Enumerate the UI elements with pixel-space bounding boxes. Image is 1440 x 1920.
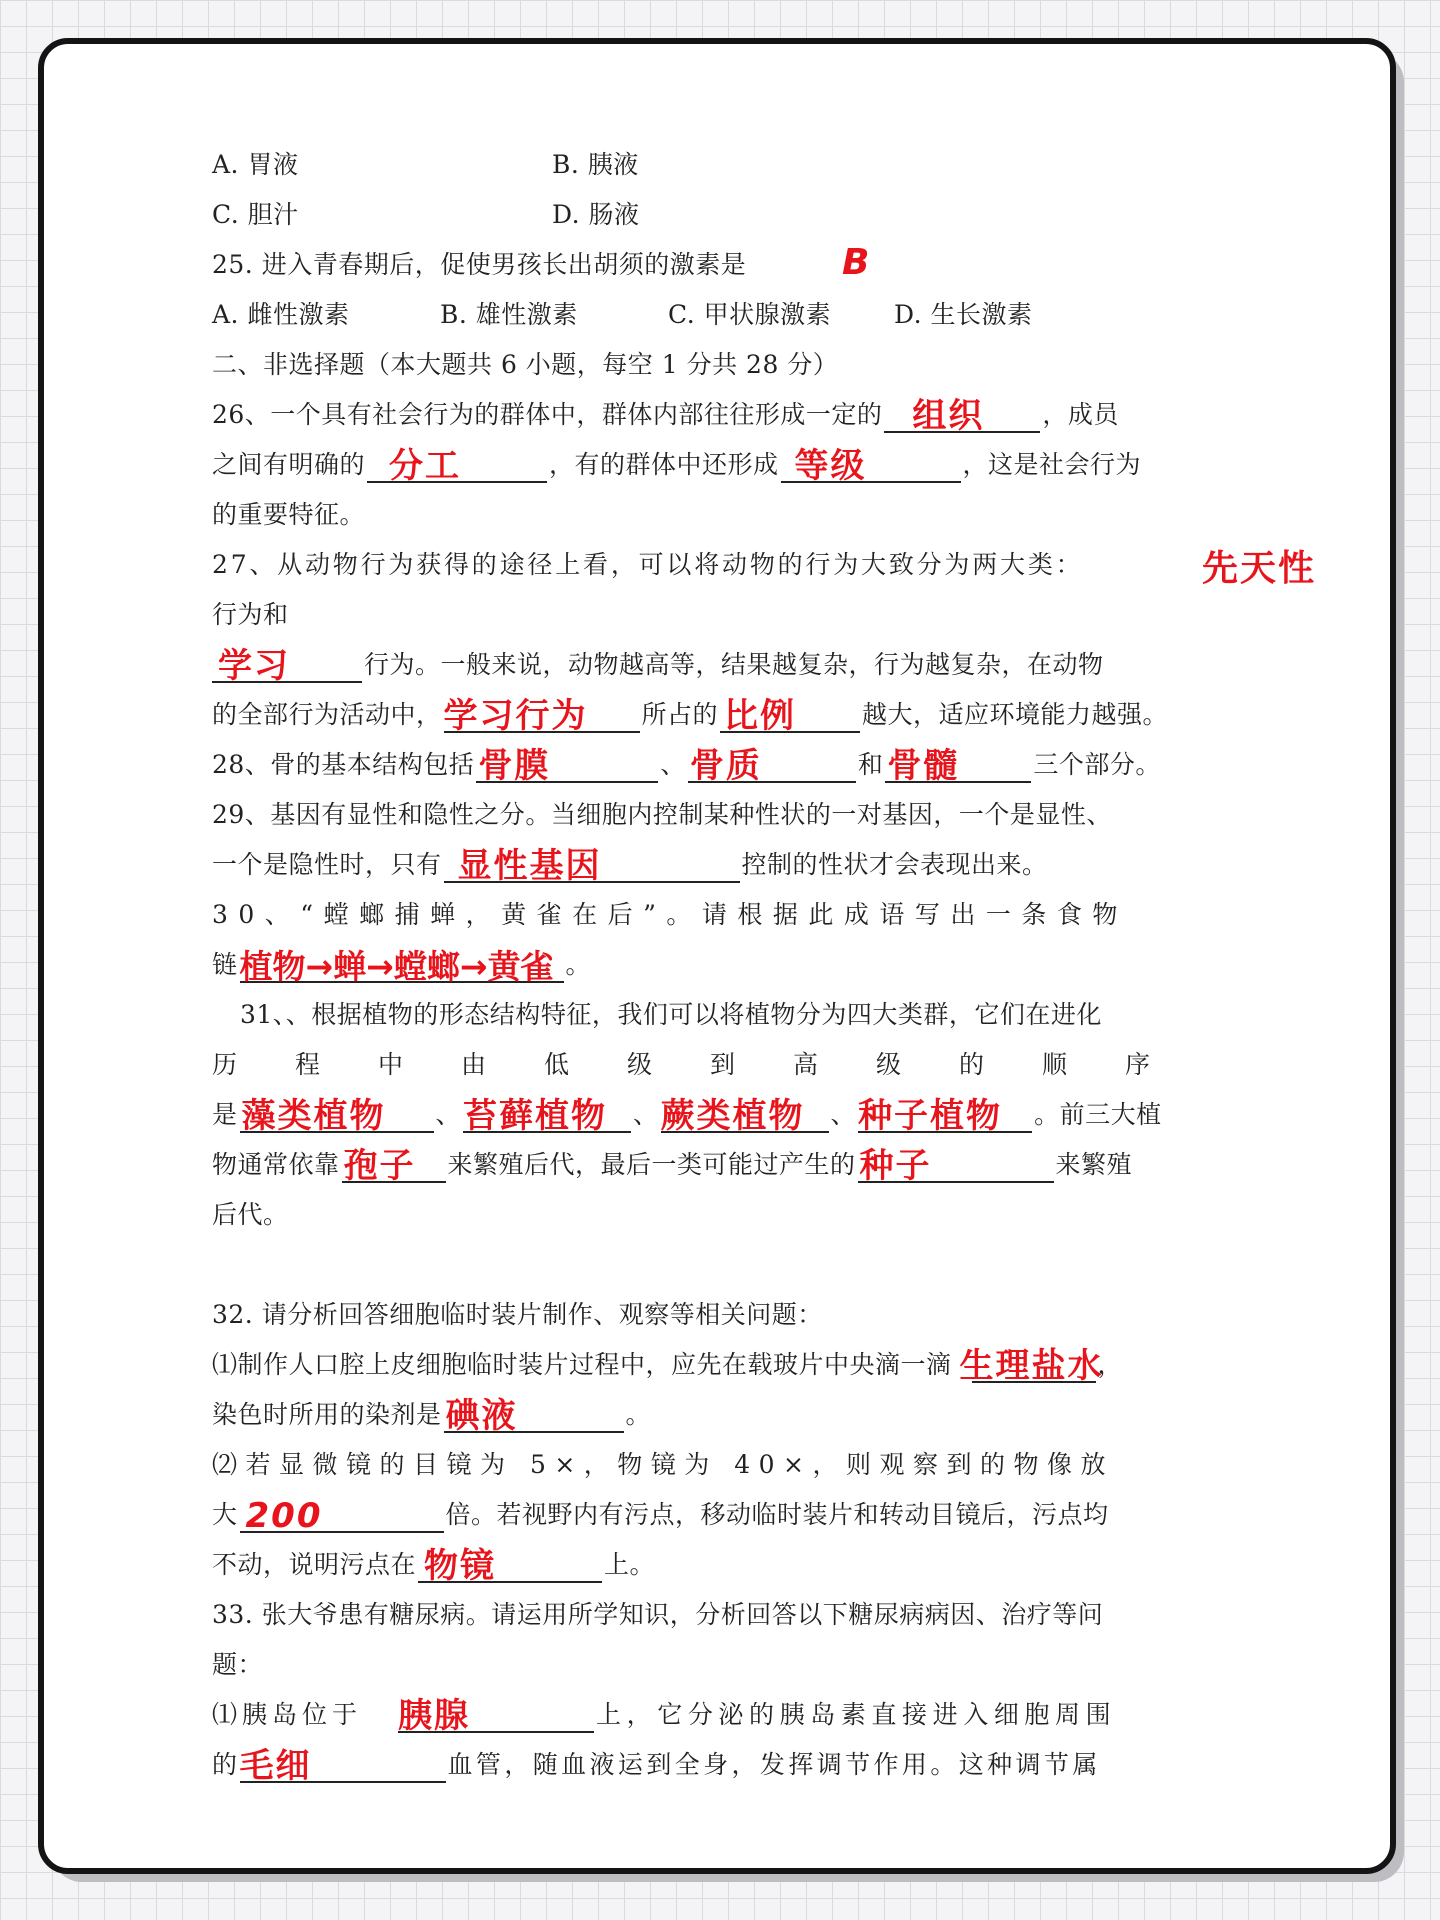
q31-answer6: 种子 [859,1145,932,1186]
q24-options-row1 [212,140,1202,190]
q28-text2: 、 [660,750,686,779]
q28-blank1 [476,745,658,786]
q30-blank1 [239,946,564,986]
q25-stem-line [212,240,1202,290]
q25-option-d: D. 生长激素 [894,300,1033,329]
q26-line2 [212,440,1202,490]
q30-answer1: 植物→蝉→螳螂→黄雀 [239,946,554,986]
q31-answer4: 种子植物 [858,1095,1003,1136]
q27-line3 [212,640,1202,690]
q33-blank2 [239,1745,446,1786]
q28-text3: 和 [857,750,884,779]
q28-blank3 [885,745,1031,786]
q29-line2 [212,840,1202,890]
q32-blank3 [240,1495,444,1536]
q26-blank2 [367,445,547,486]
q32-text1: ⑴制作人口腔上皮细胞临时装片过程中，应先在载玻片中央滴一滴 [212,1350,952,1379]
q31-answer5: 孢子 [343,1145,416,1186]
q32-text3: 染色时所用的染剂是 [212,1400,442,1429]
q26-text4: ，有的群体中还形成 [549,450,779,479]
q32-blank1 [959,1345,1104,1386]
q24-options-row2 [212,190,1202,240]
q32-blank4 [418,1545,602,1586]
worksheet-content [212,140,1317,1790]
q25-stem: 25. 进入青春期后，促使男孩长出胡须的激素是 [212,250,747,279]
q32-line5 [212,1540,1202,1590]
q33-text4: 血管，随血液运到全身，发挥调节作用。这种调节属 [447,1750,1101,1779]
spacer [212,1240,1202,1290]
q33-stem1: 33. 张大爷患有糖尿病。请运用所学知识，分析回答以下糖尿病病因、治疗等问 [212,1600,1104,1629]
q27-answer3: 学习行为 [443,695,588,736]
q32-answer1: 生理盐水 [959,1345,1104,1386]
q33-stem2: 题： [212,1650,264,1679]
q32-text7: 倍。若视野内有污点，移动临时装片和转动目镜后，污点均 [445,1500,1109,1529]
q25-option-c: C. 甲状腺激素 [668,300,832,329]
q26-answer1: 组织 [912,395,985,436]
q30-line1 [212,890,1202,940]
q27-line4 [212,690,1202,740]
q33-text3: 的 [212,1750,238,1779]
q29-blank1 [444,845,740,886]
q32-text8: 不动，说明污点在 [212,1550,417,1579]
section2-title: 二、非选择题（本大题共 6 小题，每空 1 分共 28 分） [212,350,839,379]
q31-text3: 是 [212,1100,238,1129]
q29-text3: 控制的性状才会表现出来。 [741,850,1048,879]
q32-text4: 。 [625,1400,652,1429]
q27-blank4 [720,695,860,736]
q27-line2: 行为和 [212,600,289,629]
q31-line5: 后代。 [212,1200,289,1229]
q31-text2: 历程中由低级到高级的顺序 [212,1050,1209,1079]
q26-answer3: 等级 [794,445,867,486]
q32-line1 [212,1340,1202,1390]
q27-text5: 所占的 [641,700,719,729]
q31-text4: 。前三大植 [1034,1100,1162,1129]
q24-option-d: D. 肠液 [552,200,640,229]
q28-blank2 [688,745,856,786]
q28-answer2: 骨质 [689,745,762,786]
q26-answer2: 分工 [389,445,462,486]
q24-option-a: A. 胃液 [212,150,299,179]
q28-text4: 三个部分。 [1033,750,1161,779]
q29-text2: 一个是隐性时，只有 [212,850,442,879]
q32-text6: 大 [212,1500,238,1529]
q31-blank2 [463,1095,631,1136]
q26-text2: ，成员 [1042,400,1119,429]
q27-blank3 [443,695,640,736]
q32-text5: ⑵若显微镜的目镜为 5×，物镜为 40×，则观察到的物像放 [212,1450,1115,1479]
q27-answer4: 比例 [724,695,797,736]
q28-line [212,740,1202,790]
q32-line3 [212,1440,1202,1490]
q27-answer1: 先天性 [1202,548,1317,589]
q31-answer1: 藻类植物 [241,1095,386,1136]
q33-line1 [212,1690,1202,1740]
q26-text1: 26、一个具有社会行为的群体中，群体内部往往形成一定的 [212,400,883,429]
q27-text6: 越大，适应环境能力越强。 [862,700,1169,729]
q31-line2 [212,1040,1209,1090]
q32-stem: 32. 请分析回答细胞临时装片制作、观察等相关问题： [212,1300,823,1329]
q31-blank5 [342,1145,446,1186]
q26-line1 [212,390,1202,440]
q29-line1: 29、基因有显性和隐性之分。当细胞内控制某种性状的一对基因，一个是显性、 [212,800,1112,829]
q31-blank3 [660,1095,829,1136]
q27-text4: 的全部行为活动中， [212,700,442,729]
q25-option-a: A. 雌性激素 [212,300,350,329]
q32-text9: 上。 [604,1550,656,1579]
q30-text1: 30、“螳螂捕蝉，黄雀在后”。请根据此成语写出一条食物 [212,900,1128,929]
q26-blank1 [884,395,1040,436]
q33-answer2: 毛细 [239,1745,312,1786]
q31-sep1: 、 [435,1100,462,1129]
q31-answer2: 苔藓植物 [463,1095,608,1136]
q29-answer1: 显性基因 [457,845,602,886]
q33-blank1 [398,1695,594,1736]
q31-line3 [212,1090,1202,1140]
q25-answer: B [842,242,872,283]
q32-answer3: 200 [245,1495,323,1536]
q33-text1: ⑴胰岛位于 [212,1700,363,1729]
q31-blank6 [858,1145,1054,1186]
q33-line2 [212,1740,1202,1790]
q27-line1 [212,540,1317,590]
q31-text7: 来繁殖 [1055,1150,1133,1179]
q25-options [212,290,1202,340]
q31-text5: 物通常依靠 [212,1150,340,1179]
q32-blank2 [444,1395,624,1436]
q26-text5: ，这是社会行为 [962,450,1142,479]
q31-line4 [212,1140,1202,1190]
q32-answer4: 物镜 [424,1545,497,1586]
q27-text1: 27、从动物行为获得的途径上看，可以将动物的行为大致分为两大类： [212,550,1084,579]
q24-option-b: B. 胰液 [552,150,639,179]
q31-blank4 [858,1095,1032,1136]
q26-blank3 [781,445,961,486]
q33-text2: 上，它分泌的胰岛素直接进入细胞周围 [596,1700,1117,1729]
q26-line3: 的重要特征。 [212,500,366,529]
q30-text2: 链 [212,950,238,979]
q30-line2 [212,940,1202,990]
q26-text3: 之间有明确的 [212,450,366,479]
q31-line1: 31、、根据植物的形态结构特征，我们可以将植物分为四大类群，它们在进化 [240,1000,1102,1029]
q32-text2: ， [1097,1350,1124,1379]
q31-sep3: 、 [830,1100,857,1129]
q32-line4 [212,1490,1202,1540]
q24-option-c: C. 胆汁 [212,200,299,229]
q28-answer1: 骨膜 [478,745,551,786]
q25-option-b: B. 雄性激素 [440,300,578,329]
q30-text3: 。 [565,950,592,979]
q32-line2 [212,1390,1202,1440]
q28-text1: 28、骨的基本结构包括 [212,750,475,779]
q27-answer2: 学习 [218,645,290,686]
q31-blank1 [240,1095,434,1136]
q32-answer2: 碘液 [445,1395,518,1436]
q28-answer3: 骨髓 [887,745,960,786]
q31-text6: 来繁殖后代，最后一类可能过产生的 [447,1150,856,1179]
q33-answer1: 胰腺 [398,1695,471,1736]
q27-blank2 [212,645,362,686]
q31-answer3: 蕨类植物 [660,1095,805,1136]
q27-text3: 行为。一般来说，动物越高等，结果越复杂，行为越复杂，在动物 [364,650,1104,679]
q31-sep2: 、 [633,1100,659,1129]
